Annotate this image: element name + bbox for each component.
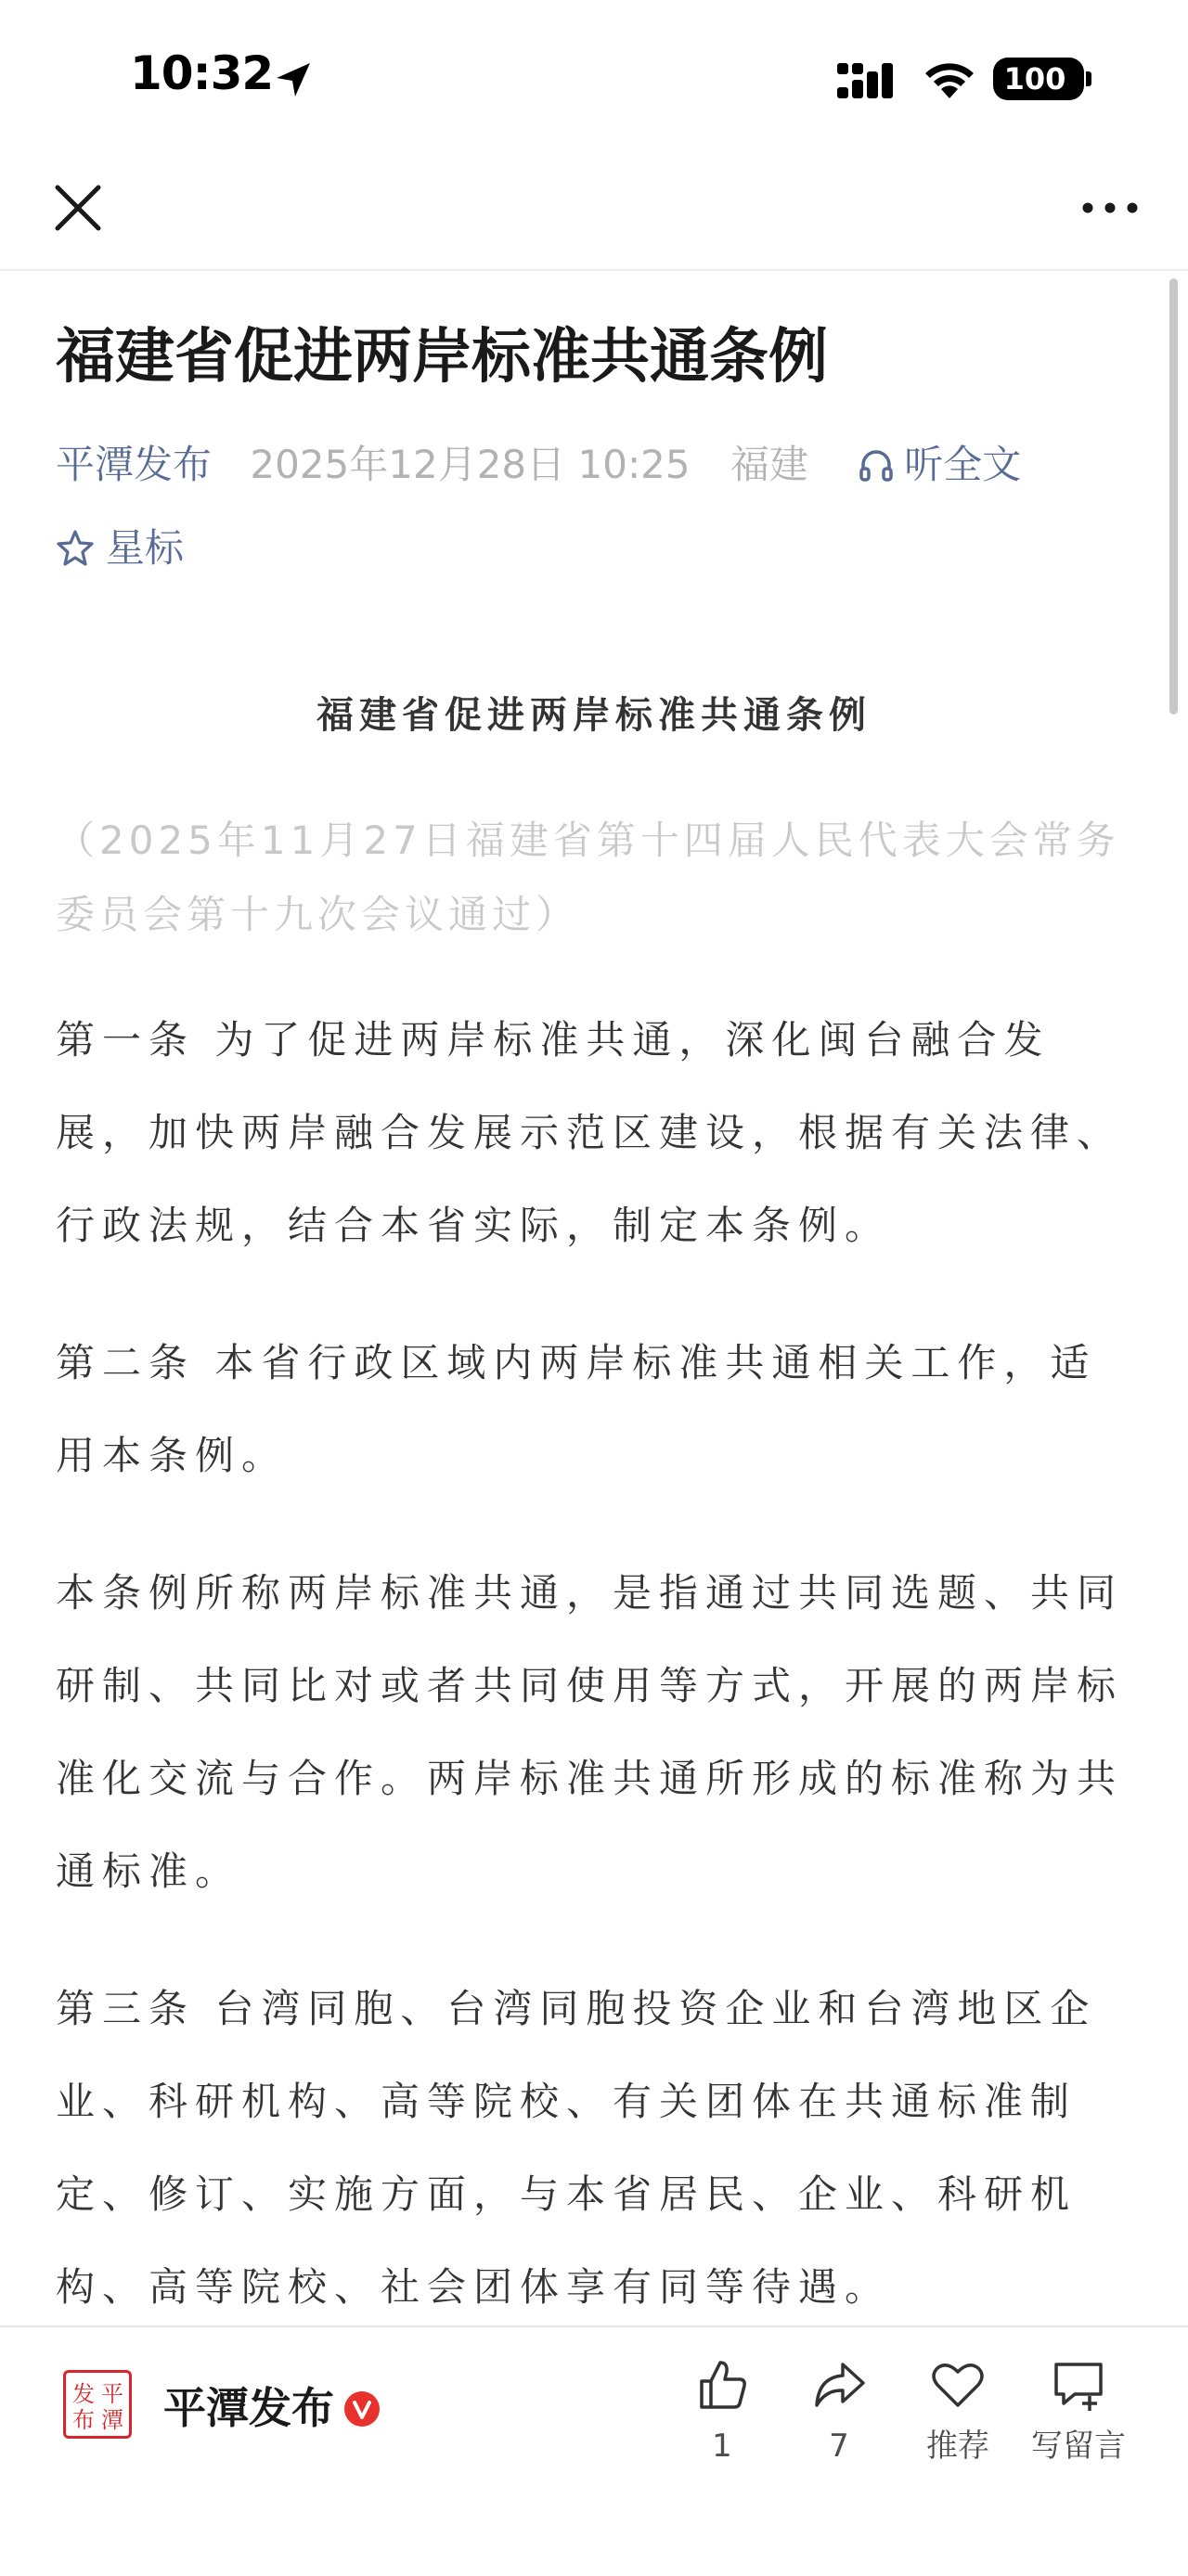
- article-title: 福建省促进两岸标准共通条例: [56, 323, 828, 392]
- publish-region: 福建: [730, 442, 808, 487]
- status-bar: [0, 0, 1188, 158]
- location-arrow-icon: [271, 58, 316, 102]
- share-icon: [809, 2355, 869, 2415]
- document-subtitle: （2025年11月27日福建省第十四届人民代表大会常务委员会第十九次会议通过）: [56, 818, 1120, 937]
- listen-label: 听全文: [904, 442, 1022, 487]
- star-label: 星标: [106, 525, 185, 571]
- recommend-label: 推荐: [926, 2428, 989, 2465]
- svg-text:平: 平: [101, 2381, 123, 2407]
- article-paragraph: 第二条 本省行政区域内两岸标准共通相关工作，适用本条例。: [56, 1340, 1097, 1478]
- article-meta: [56, 432, 1151, 497]
- battery-nub: [1086, 71, 1091, 86]
- star-icon: [56, 528, 95, 567]
- status-time: 10:32: [130, 46, 274, 100]
- svg-text:发: 发: [72, 2381, 95, 2407]
- account-link[interactable]: 平潭发布: [56, 442, 213, 487]
- nav-bar: [0, 158, 1188, 271]
- headphones-icon: [858, 446, 895, 483]
- account-avatar[interactable]: [63, 2370, 132, 2439]
- thumbs-up-icon: [692, 2355, 752, 2415]
- bottom-toolbar: [0, 2325, 1188, 2576]
- star-button[interactable]: [56, 516, 184, 581]
- wifi-icon: [921, 56, 978, 102]
- verified-badge-icon: [343, 2390, 381, 2428]
- avatar-logo: [66, 2373, 129, 2436]
- like-button[interactable]: [666, 2355, 778, 2468]
- battery-icon: [993, 58, 1084, 100]
- close-icon[interactable]: [50, 180, 106, 236]
- listen-button[interactable]: [858, 442, 1021, 487]
- document-heading: 福建省促进两岸标准共通条例: [316, 694, 872, 737]
- recommend-button[interactable]: [902, 2355, 1014, 2468]
- battery-level: 100: [1003, 61, 1066, 97]
- comment-button[interactable]: [1023, 2355, 1134, 2468]
- svg-text:布: 布: [72, 2407, 95, 2433]
- article-paragraph: 第三条 台湾同胞、台湾同胞投资企业和台湾地区企业、科研机构、高等院校、有关团体在共通标准制定、修订、实施方面，与本省居民、企业、科研机构、高等院校、社会团体享有同等待遇。: [56, 1986, 1097, 2310]
- publish-date: 2025年12月28日 10:25: [250, 442, 691, 487]
- scrollbar[interactable]: [1169, 278, 1178, 715]
- like-count: 1: [712, 2428, 732, 2465]
- account-name[interactable]: 平潭发布: [163, 2383, 334, 2433]
- comment-icon: [1049, 2355, 1108, 2415]
- comment-label: 写留言: [1031, 2428, 1126, 2465]
- share-count: 7: [829, 2428, 849, 2465]
- svg-text:潭: 潭: [101, 2407, 123, 2433]
- heart-icon: [928, 2355, 988, 2415]
- article-paragraph: 本条例所称两岸标准共通，是指通过共同选题、共同研制、共同比对或者共同使用等方式，开展的两岸标准化交流与合作。两岸标准共通所形成的标准称为共通标准。: [56, 1570, 1124, 1894]
- more-icon[interactable]: [1075, 189, 1149, 226]
- article-paragraph: 第一条 为了促进两岸标准共通，深化闽台融合发展，加快两岸融合发展示范区建设，根据有关法律、行政法规，结合本省实际，制定本条例。: [56, 1017, 1124, 1248]
- share-button[interactable]: [783, 2355, 895, 2468]
- signal-icon: [837, 59, 904, 102]
